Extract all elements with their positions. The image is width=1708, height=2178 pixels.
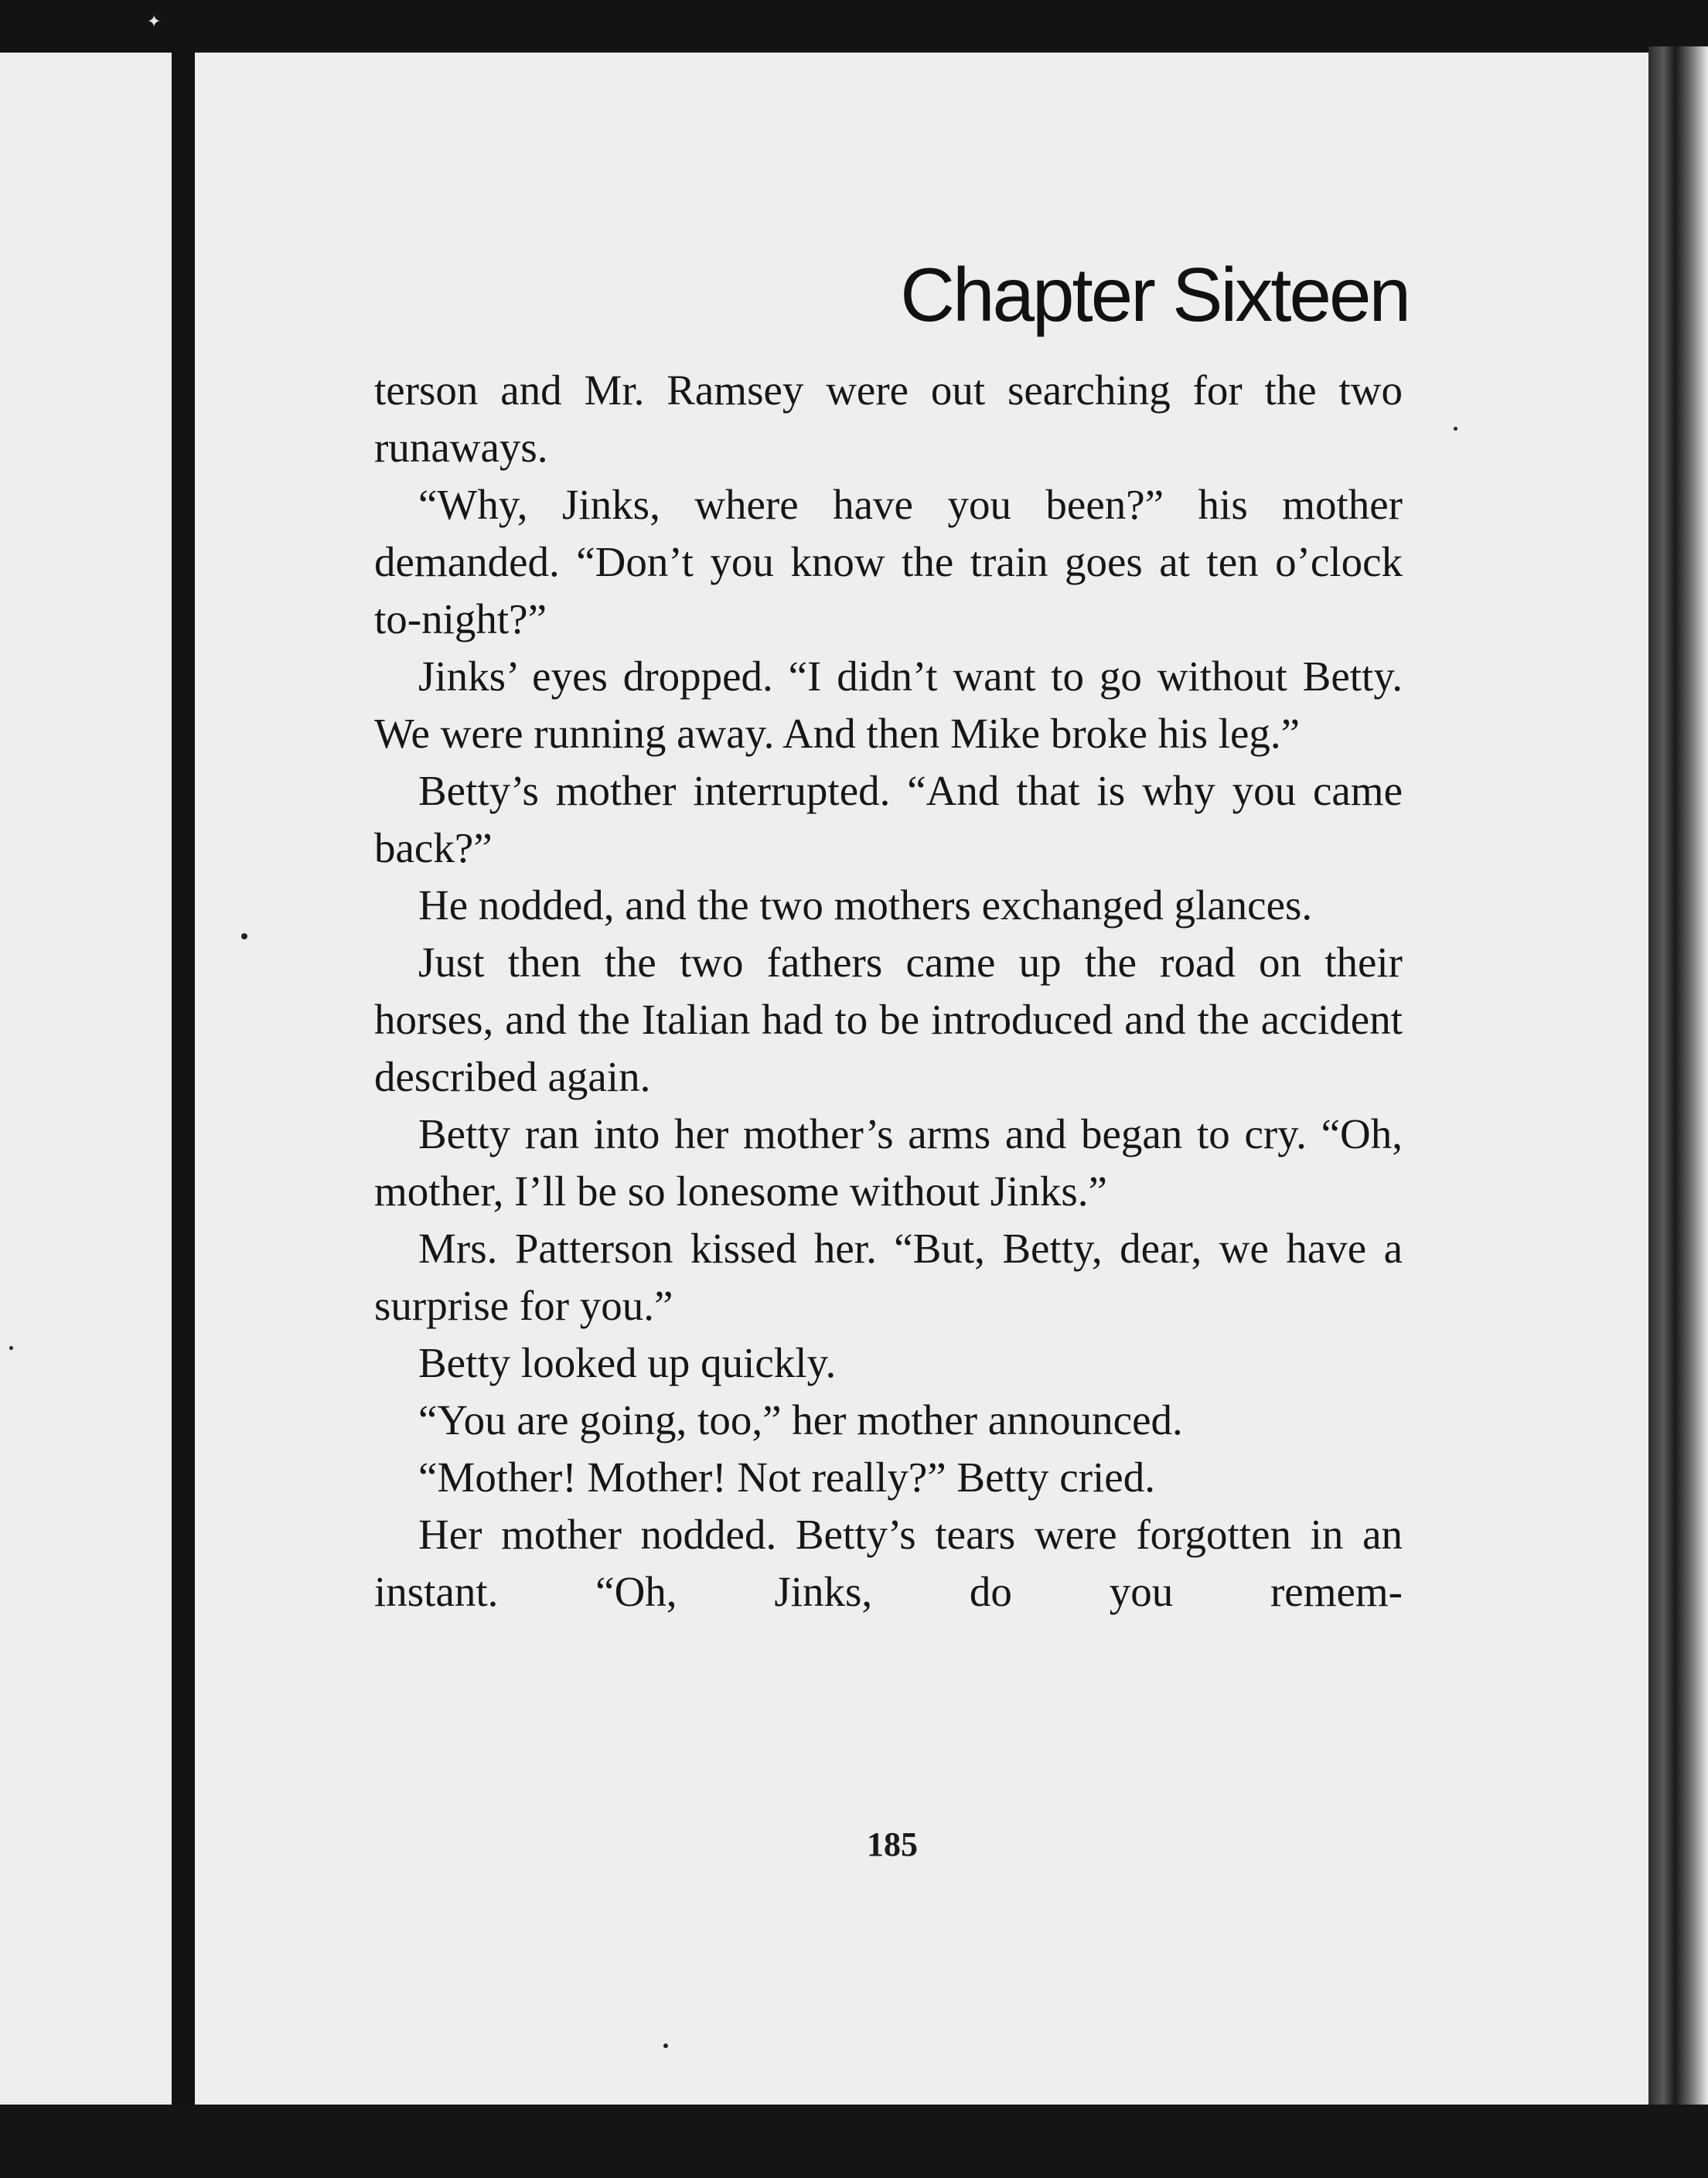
paragraph: Her mother nodded. Betty’s tears were forgotten in an instant. “Oh, Jinks, do you remem- (374, 1511, 1403, 1615)
paragraph: terson and Mr. Ramsey were out searching for the two runaways. (374, 366, 1403, 471)
paragraph: “Mother! Mother! Not really?” Betty cried. (418, 1454, 1155, 1501)
paragraph: Just then the two fathers came up the road on their horses, and the Italian had to be introduced and the accident described again. (374, 939, 1403, 1100)
film-mark-icon: ✦ (147, 12, 162, 32)
dust-speck (9, 1346, 13, 1350)
chapter-title: Chapter Sixteen (900, 252, 1409, 337)
dust-speck (663, 2043, 668, 2048)
paragraph: Betty ran into her mother’s arms and began to cry. “Oh, mother, I’ll be so lonesome without Jinks.” (374, 1110, 1403, 1215)
facing-page-blank (0, 53, 172, 2105)
dust-speck (1454, 427, 1457, 431)
paragraph: “You are going, too,” her mother announced. (418, 1396, 1183, 1443)
paragraph: Jinks’ eyes dropped. “I didn’t want to go without Betty. We were running away. And then Mike broke his leg.” (374, 653, 1403, 757)
paragraph: “Why, Jinks, where have you been?” his mother demanded. “Don’t you know the train goes at ten o’clock to-night?” (374, 481, 1403, 642)
scan-frame-top (0, 0, 1708, 53)
body-text (374, 362, 1403, 1621)
dust-speck (241, 933, 247, 939)
page-number: 185 (867, 1825, 918, 1863)
paragraph: Betty looked up quickly. (418, 1339, 837, 1386)
paragraph: Mrs. Patterson kissed her. “But, Betty, dear, we have a surprise for you.” (374, 1225, 1403, 1329)
page-edge (1648, 46, 1708, 2118)
paragraph: He nodded, and the two mothers exchanged glances. (418, 881, 1313, 929)
page-gutter (172, 46, 195, 2118)
paragraph: Betty’s mother interrupted. “And that is why you came back?” (374, 767, 1403, 871)
scan-frame-bottom (0, 2105, 1708, 2178)
